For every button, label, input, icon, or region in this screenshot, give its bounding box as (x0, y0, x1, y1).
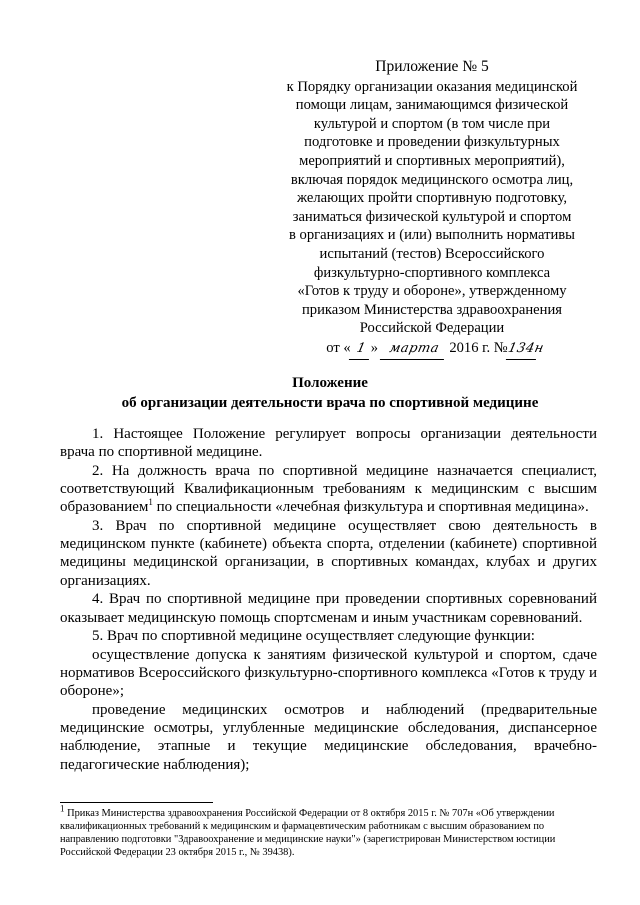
handwritten-order-number: 134н (506, 340, 540, 360)
appendix-header (262, 58, 602, 360)
header-line: приказом Министерства здравоохранения (302, 301, 562, 318)
header-line: помощи лицам, занимающимся физической (295, 97, 569, 114)
title-line-1: Положение (292, 375, 368, 391)
header-line: испытаний (тестов) Всероссийского (319, 245, 545, 262)
paragraph-2 (60, 462, 597, 517)
header-line: подготовке и проведении физкультурных (304, 134, 560, 151)
header-line: включая порядок медицинского осмотра лиц, (290, 171, 574, 188)
order-date-line (262, 339, 602, 360)
paragraph-6: осуществление допуска к занятиям физической культурой и спортом, сдаче нормативов Всероссийского физкультурно-спортивного комплекса «Готов к труду и обороне»; (60, 646, 597, 700)
handwritten-day: 1 (349, 340, 373, 360)
document-body (60, 425, 597, 774)
paragraph-2-text-b: по специальности «лечебная физкультура и спортивная медицина». (152, 499, 589, 516)
header-line: Российской Федерации (359, 320, 505, 337)
footnote-mark: 1 (60, 803, 65, 814)
document-title (60, 373, 600, 413)
date-year: 2016 г. № (449, 339, 508, 356)
date-mid: » (370, 339, 378, 356)
header-line: в организациях и (или) выполнить нормативы (289, 227, 575, 244)
footnote-separator (60, 802, 213, 803)
handwritten-month: марта (380, 340, 448, 360)
paragraph-7: проведение медицинских осмотров и наблюдений (предварительные медицинские осмотры, углубленные медицинские обследования, диспансерное наблюдение, этапные и текущие медицинские обследования, врачебно-педагогические наблюдения); (60, 702, 597, 773)
header-line: «Готов к труду и обороне», утвержденному (297, 283, 567, 300)
title-line-2: об организации деятельности врача по спортивной медицине (121, 395, 539, 411)
footnote-text: Приказ Министерства здравоохранения Российской Федерации от 8 октября 2015 г. № 707н «Об утверждении квалификационных требований к медицинским и фармацевтическим работникам с высшим образованием по направлению подготовки "Здравоохранение и медицинские науки"» (зарегистрирован Министерством юстиции Российской Федерации 23 октября 2015 г., № 39438). (60, 808, 556, 858)
header-line: желающих пройти спортивную подготовку, (296, 190, 568, 207)
date-prefix: от « (326, 339, 351, 356)
header-line: заниматься физической культурой и спортом (292, 208, 572, 225)
paragraph-4: 4. Врач по спортивной медицине при проведении спортивных соревнований оказывает медицинскую помощь спортсменам и иным участникам соревнований. (60, 591, 597, 626)
paragraph-3: 3. Врач по спортивной медицине осуществляет свою деятельность в медицинском пункте (кабинете) объекта спорта, отделении (кабинете) спортивной медицины медицинской организации, в спортивных командах, клубах и других организациях. (60, 518, 597, 589)
footnote (60, 803, 600, 860)
appendix-title: Приложение № 5 (375, 58, 489, 75)
paragraph-2-text-a: 2. На должность врача по спортивной медицине назначается специалист, соответствующий Квалификационным требованиям к медицинским с высшим образованием (60, 462, 597, 516)
header-line: культурой и спортом (в том числе при (313, 115, 551, 132)
footnote-ref: 1 (148, 497, 153, 508)
header-line: физкультурно-спортивного комплекса (313, 264, 551, 281)
paragraph-1: 1. Настоящее Положение регулирует вопросы организации деятельности врача по спортивной медицине. (60, 426, 597, 461)
header-line: мероприятий и спортивных мероприятий), (299, 152, 565, 169)
header-line: к Порядку организации оказания медицинской (286, 78, 578, 95)
paragraph-5: 5. Врач по спортивной медицине осуществляет следующие функции: (92, 628, 535, 645)
